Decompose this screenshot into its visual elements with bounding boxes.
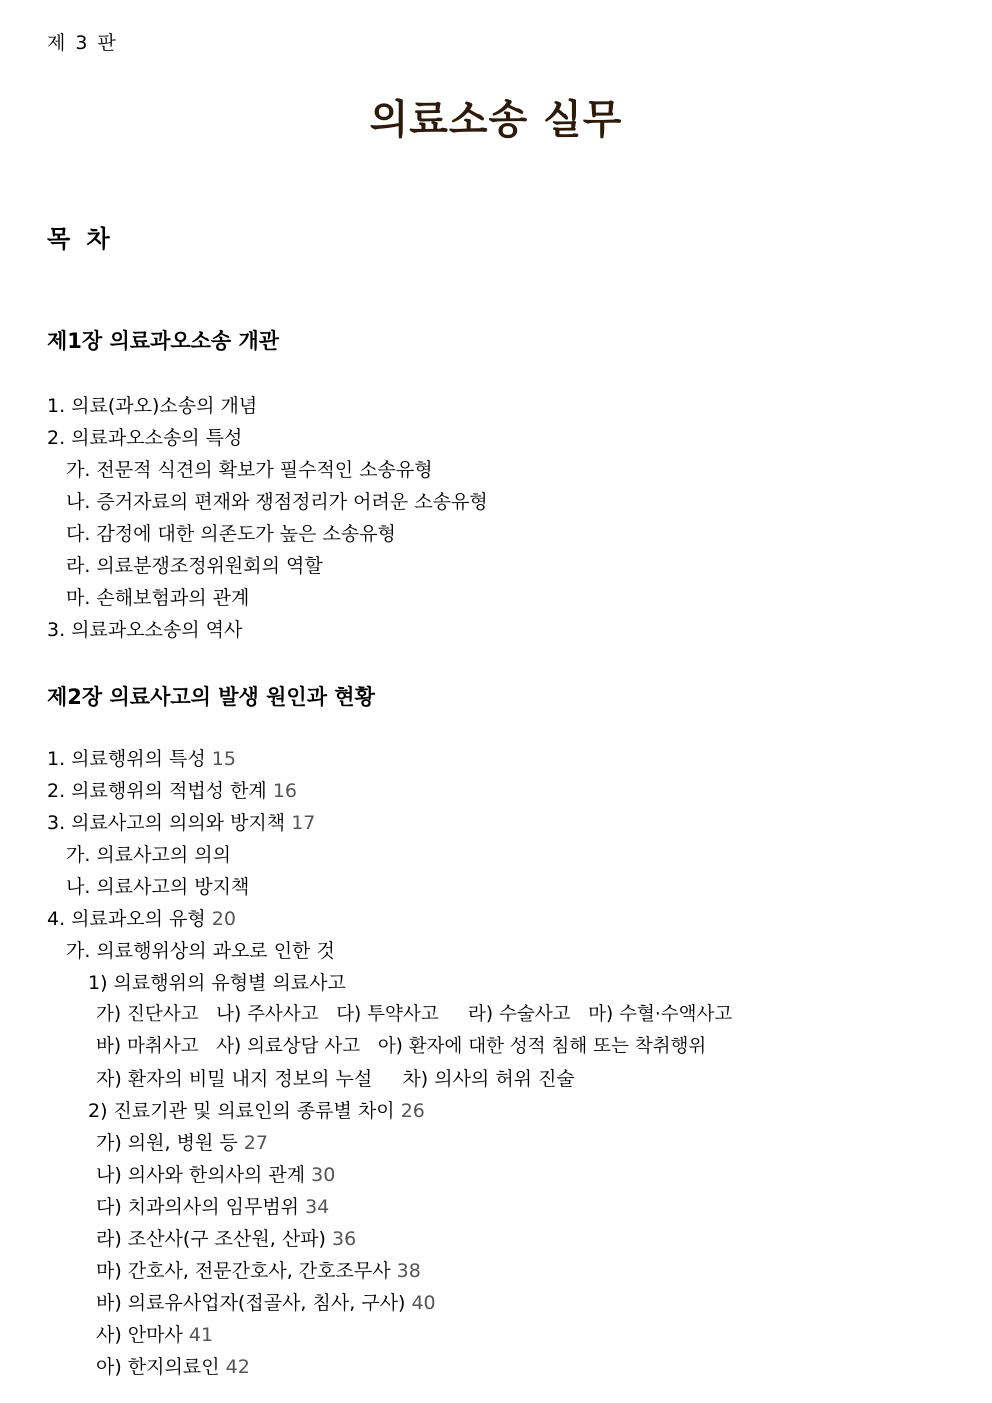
toc-item-text: 나) 의사와 한의사의 관계 [96, 1164, 306, 1186]
toc-item-text: 바) 의료유사업자(접골사, 침사, 구사) [96, 1292, 406, 1314]
toc-page-number: 26 [400, 1100, 425, 1122]
toc-page-number: 16 [272, 780, 298, 802]
toc-item-text: 사) 안마사 [96, 1324, 183, 1346]
toc-item-text: 1. 의료행위의 특성 [47, 748, 206, 770]
toc-page-number: 34 [305, 1196, 330, 1218]
edition-label: 제 3 판 [47, 32, 116, 54]
toc-item-text: 3. 의료사고의 의의와 방지책 [47, 812, 286, 834]
toc-page-number: 15 [211, 748, 236, 770]
toc-item-text: 가. 의료행위상의 과오로 인한 것 [66, 940, 335, 962]
toc-item-text: 다) 치과의사의 임무범위 [96, 1196, 300, 1218]
toc-heading: 목 차 [47, 225, 110, 253]
toc-item [96, 1195, 329, 1219]
toc-item-text: 나. 증거자료의 편재와 쟁점정리가 어려운 소송유형 [66, 491, 488, 513]
toc-page-number: 27 [243, 1132, 268, 1154]
toc-item [66, 939, 335, 963]
toc-item-text: 가. 전문적 식견의 확보가 필수적인 소송유형 [66, 459, 433, 481]
toc-item [47, 811, 315, 835]
toc-item-text: 2. 의료과오소송의 특성 [47, 427, 243, 449]
toc-page-number: 30 [311, 1164, 336, 1186]
toc-item [96, 1131, 268, 1155]
toc-item [88, 971, 346, 995]
toc-item-text: 1) 의료행위의 유형별 의료사고 [88, 972, 346, 994]
toc-item [47, 779, 297, 803]
toc-item-text: 3. 의료과오소송의 역사 [47, 619, 243, 641]
toc-item-text: 2. 의료행위의 적법성 한계 [47, 780, 267, 802]
toc-item-text: 바) 마취사고 사) 의료상담 사고 아) 환자에 대한 성적 침해 또는 착취행위 [96, 1036, 707, 1057]
toc-item [66, 490, 488, 514]
toc-page-number: 17 [291, 812, 316, 834]
toc-item [96, 1259, 421, 1283]
toc-item-text: 2) 진료기관 및 의료인의 종류별 차이 [88, 1100, 395, 1122]
toc-item [96, 1291, 436, 1315]
toc-item-text: 라. 의료분쟁조정위원회의 역할 [66, 555, 323, 577]
document-title: 의료소송 실무 [369, 97, 623, 143]
toc-item-text: 가) 진단사고 나) 주사사고 다) 투약사고 라) 수술사고 마) 수혈·수액사고 [96, 1004, 733, 1025]
toc-item [96, 1355, 250, 1379]
toc-item [66, 586, 249, 610]
toc-item [88, 1099, 425, 1123]
chapter-title: 제1장 의료과오소송 개관 [47, 329, 280, 353]
toc-item-text: 마) 간호사, 전문간호사, 간호조무사 [96, 1260, 391, 1282]
toc-item-text: 1. 의료(과오)소송의 개념 [47, 395, 258, 417]
toc-item [66, 875, 249, 899]
toc-page-number: 36 [331, 1228, 357, 1250]
toc-item [47, 618, 242, 642]
toc-item [66, 458, 433, 482]
toc-item-text: 가. 의료사고의 의의 [66, 844, 231, 866]
toc-item [47, 426, 242, 450]
toc-item [96, 1227, 356, 1251]
toc-page-number: 42 [225, 1356, 250, 1378]
toc-item [47, 747, 236, 771]
toc-item-text: 다. 감정에 대한 의존도가 높은 소송유형 [66, 523, 396, 545]
toc-item-text: 자) 환자의 비밀 내지 정보의 누설 차) 의사의 허위 진술 [96, 1068, 575, 1090]
toc-page-number: 41 [188, 1324, 214, 1346]
toc-item [47, 394, 257, 418]
toc-item-text: 4. 의료과오의 유형 [47, 908, 206, 930]
toc-item [66, 522, 396, 546]
toc-item-text: 라) 조산사(구 조산원, 산파) [96, 1228, 326, 1250]
toc-page-number: 20 [211, 908, 236, 930]
toc-page-number: 38 [396, 1260, 421, 1282]
chapter-title: 제2장 의료사고의 발생 원인과 현황 [47, 685, 375, 709]
toc-item [96, 1323, 213, 1347]
toc-item [96, 1163, 335, 1187]
toc-item [66, 843, 231, 867]
toc-item [96, 1067, 575, 1091]
toc-item-text: 가) 의원, 병원 등 [96, 1132, 238, 1154]
toc-item-text: 아) 한지의료인 [96, 1356, 220, 1378]
toc-item [66, 554, 323, 578]
toc-item-text: 나. 의료사고의 방지책 [66, 876, 250, 898]
toc-page-number: 40 [411, 1292, 436, 1314]
toc-item [96, 1035, 706, 1059]
toc-item-text: 마. 손해보험과의 관계 [66, 587, 250, 609]
toc-item [47, 907, 236, 931]
toc-item [96, 1003, 732, 1027]
